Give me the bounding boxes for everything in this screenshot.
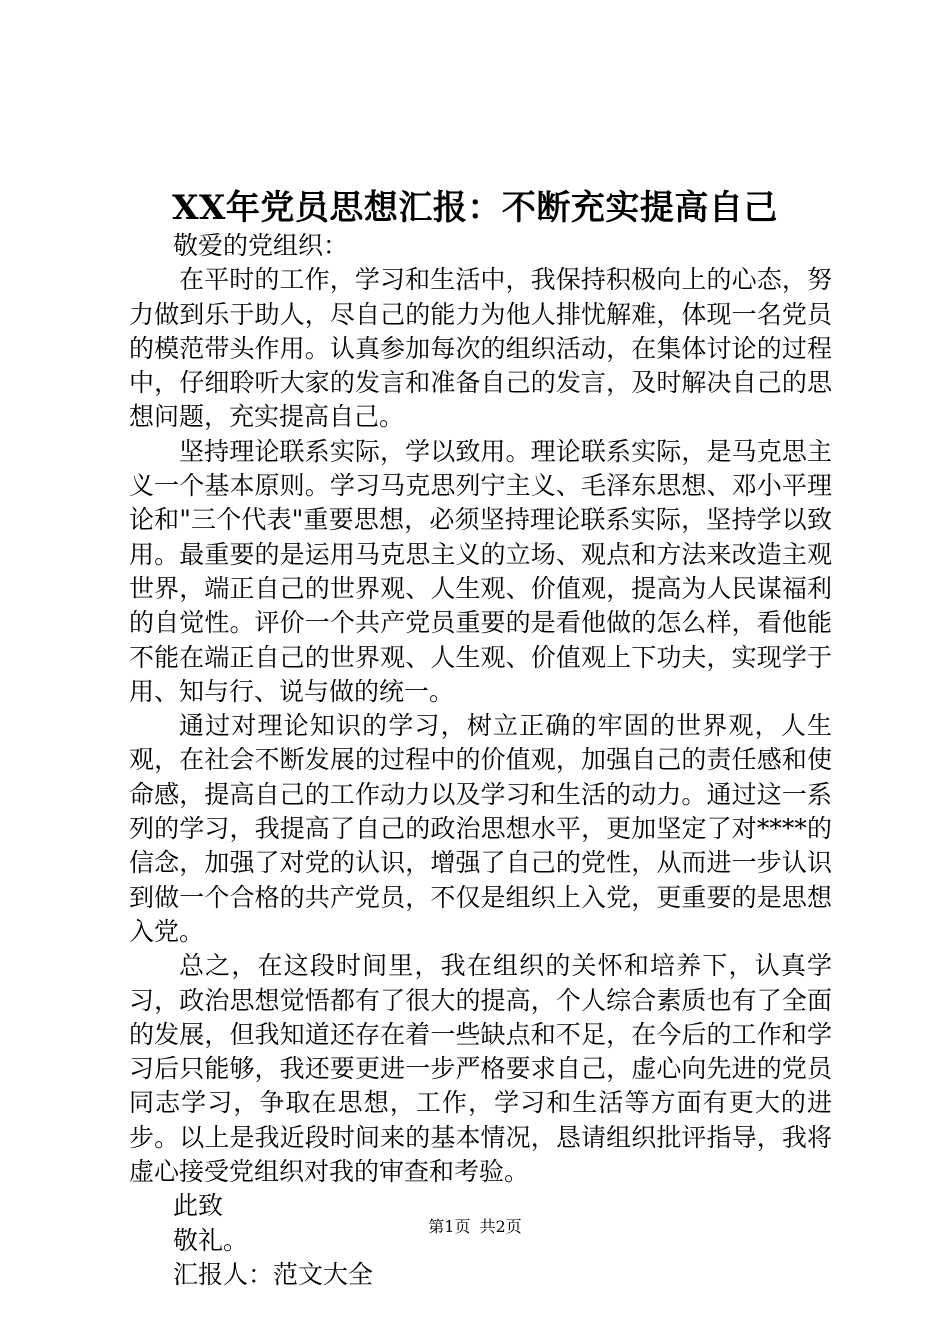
salutation: 敬爱的党组织： [173,231,349,260]
page-total: 共2页 [479,1217,522,1236]
closing-line-1: 此致 [173,1191,224,1221]
page-title: XX年党员思想汇报：不断充实提高自己 [172,188,778,228]
signature: 汇报人：范文大全 [173,1259,374,1289]
document-body [129,229,832,1292]
paragraph-2: 坚持理论联系实际，学以致用。理论联系实际，是马克思主义一个基本原则。学习马克思列宁主义、毛泽东思想、邓小平理论和"三个代表"重要思想，必须坚持理论联系实际，坚持学以致用。最重要的是运用马克思主义的立场、观点和方法来改造主观世界，端正自己的世界观、人生观、价值观，提高为人民谋福利的自觉性。评价一个共产党员重要的是看他做的怎么样，看他能不能在端正自己的世界观、人生观、价值观上下功夫，实现学于用、知与行、说与做的统一。 [129,436,832,706]
paragraph-4: 总之，在这段时间里，我在组织的关怀和培养下，认真学习，政治思想觉悟都有了很大的提高，个人综合素质也有了全面的发展，但我知道还存在着一些缺点和不足，在今后的工作和学习后只能够，我还要更进一步严格要求自己，虚心向先进的党员同志学习，争取在思想，工作，学习和生活等方面有更大的进步。以上是我近段时间来的基本情况，恳请组织批评指导，我将虚心接受党组织对我的审查和考验。 [129,951,832,1187]
paragraph-3: 通过对理论知识的学习，树立正确的牢固的世界观，人生观，在社会不断发展的过程中的价值观，加强自己的责任感和使命感，提高自己的工作动力以及学习和生活的动力。通过这一系列的学习，我提高了自己的政治思想水平，更加坚定了对****的信念，加强了对党的认识，增强了自己的党性，从而进一步认识到做一个合格的共产党员，不仅是组织上入党，更重要的是思想入党。 [129,711,832,946]
paragraph-1: 在平时的工作，学习和生活中，我保持积极向上的心态，努力做到乐于助人，尽自己的能力为他人排忧解难，体现一名党员的模范带头作用。认真参加每次的组织活动，在集体讨论的过程中，仔细聆听大家的发言和准备自己的发言，及时解决自己的思想问题，充实提高自己。 [129,265,832,432]
page-number: 第1页 [428,1217,471,1236]
page-footer [0,1215,950,1239]
closing-line-2: 敬礼。 [173,1225,249,1255]
